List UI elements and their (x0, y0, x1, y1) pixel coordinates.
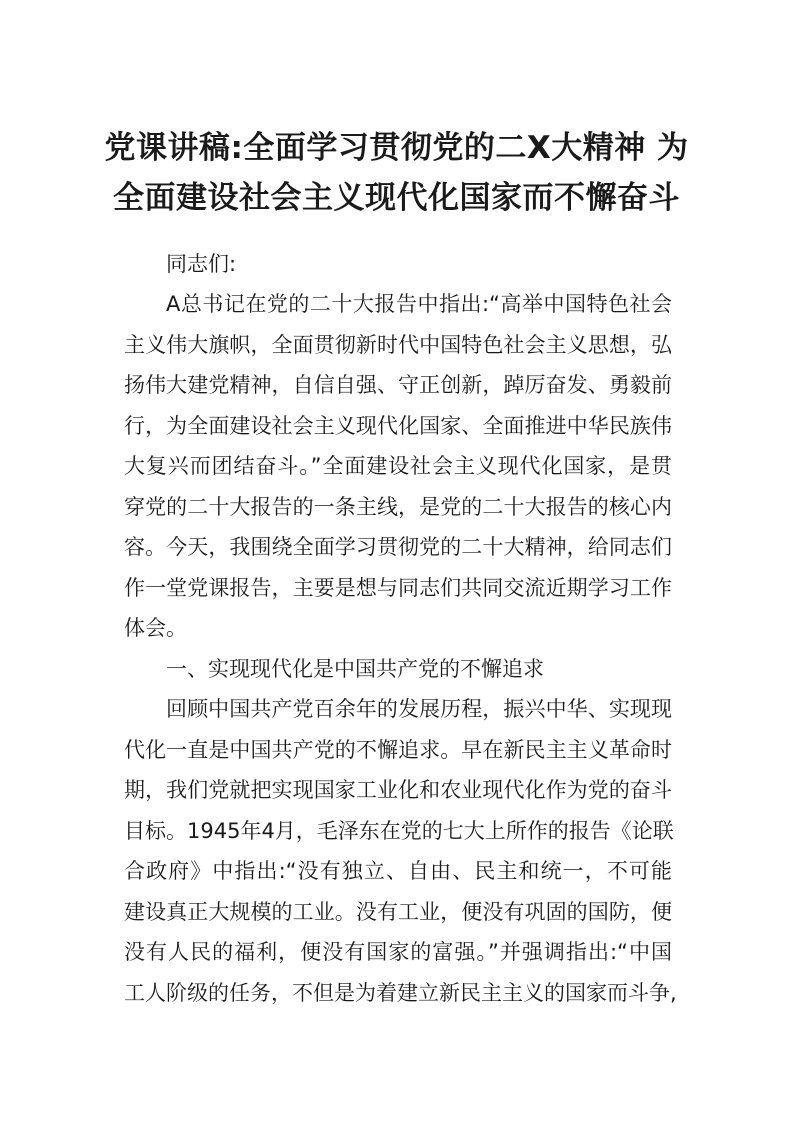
body-line: 建设真正大规模的工业。没有工业，便没有巩固的国防，便 (124, 900, 672, 924)
body-line: 扬伟大建党精神，自信自强、守正创新，踔厉奋发、勇毅前 (124, 373, 672, 397)
document-title-line-1: 党课讲稿:全面学习贯彻党的二X大精神 为 (104, 130, 689, 166)
body-line: 合政府》中指出:“没有独立、自由、民主和统一，不可能 (124, 859, 672, 883)
body-line: 目标。1945年4月，毛泽东在党的七大上所作的报告《论联 (124, 819, 674, 843)
body-line: A总书记在党的二十大报告中指出:“高举中国特色社会 (166, 292, 672, 316)
body-line: 穿党的二十大报告的一条主线，是党的二十大报告的核心内 (124, 495, 672, 519)
body-line: 工人阶级的任务，不但是为着建立新民主主义的国家而斗争, (124, 981, 677, 1005)
body-line: 主义伟大旗帜，全面贯彻新时代中国特色社会主义思想，弘 (124, 333, 672, 357)
body-line: 期，我们党就把实现国家工业化和农业现代化作为党的奋斗 (124, 778, 672, 802)
section-heading: 一、实现现代化是中国共产党的不懈追求 (166, 657, 544, 681)
document-title-line-2: 全面建设社会主义现代化国家而不懈奋斗 (113, 180, 680, 216)
body-line: 没有人民的福利，便没有国家的富强。”并强调指出:“中国 (124, 940, 672, 964)
body-line: 容。今天，我围绕全面学习贯彻党的二十大精神，给同志们 (124, 535, 672, 559)
salutation: 同志们: (166, 252, 237, 276)
body-line: 回顾中国共产党百余年的发展历程，振兴中华、实现现 (166, 697, 672, 721)
body-line: 作一堂党课报告，主要是想与同志们共同交流近期学习工作 (124, 576, 672, 600)
body-line: 行，为全面建设社会主义现代化国家、全面推进中华民族伟 (124, 414, 672, 438)
body-line: 大复兴而团结奋斗。”全面建设社会主义现代化国家，是贯 (124, 454, 672, 478)
body-line: 体会。 (124, 616, 187, 640)
body-line: 代化一直是中国共产党的不懈追求。早在新民主主义革命时 (124, 738, 672, 762)
